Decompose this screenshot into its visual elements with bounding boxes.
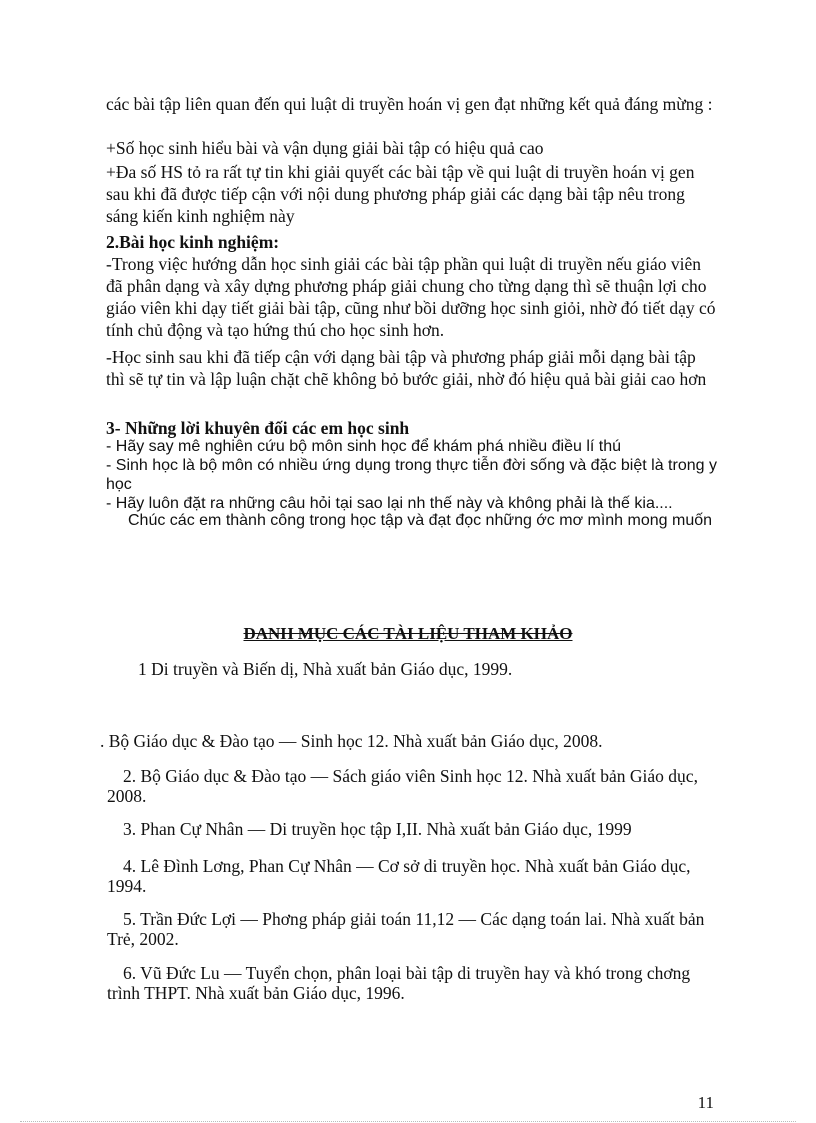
lessons-heading: 2.Bài học kinh nghiệm:	[106, 232, 280, 252]
advice-item-3: - Hãy luôn đặt ra những câu hỏi tại sao lại nh thế này và không phải là thế kia....	[106, 495, 673, 512]
reference-item: 5. Trần Đức Lợi — Phơng pháp giải toán 11,12 — Các dạng toán lai. Nhà xuất bản Trẻ, 2002.	[107, 909, 705, 949]
page-number: 11	[697, 1093, 714, 1112]
advice-closing: Chúc các em thành công trong học tập và đạt đọc những ớc mơ mình mong muốn	[128, 512, 713, 529]
advice-heading: 3- Những lời khuyên đối các em học sinh	[106, 418, 410, 438]
reference-item: . Bộ Giáo dục & Đào tạo — Sinh học 12. Nhà xuất bản Giáo dục, 2008.	[100, 731, 603, 751]
result-bullet-2: +Đa số HS tỏ ra rất tự tin khi giải quyết các bài tập về qui luật di truyền hoán vị gen sau khi đã được tiếp cận với nội dung phương pháp giải các dạng bài tập nêu trong sáng kiến kinh nghiệm này	[106, 162, 695, 226]
advice-item-2: - Sinh học là bộ môn có nhiều ứng dụng trong thực tiễn đời sống và đặc biệt là trong y học	[106, 457, 717, 493]
results-intro: các bài tập liên quan đến qui luật di truyền hoán vị gen đạt những kết quả đáng mừng :	[106, 94, 713, 114]
reference-item: 6. Vũ Đức Lu — Tuyển chọn, phân loại bài tập di truyền hay và khó trong chơng trình THPT. Nhà xuất bản Giáo dục, 1996.	[107, 963, 691, 1003]
references-title: DANH MỤC CÁC TÀI LIỆU THAM KHẢO	[243, 624, 573, 643]
reference-item: 3. Phan Cự Nhân — Di truyền học tập I,II. Nhà xuất bản Giáo dục, 1999	[123, 819, 632, 839]
advice-item-1: - Hãy say mê nghiên cứu bộ môn sinh học để khám phá nhiều điều lí thú	[106, 438, 622, 455]
lessons-paragraph-1: -Trong việc hướng dẫn học sinh giải các bài tập phần qui luật di truyền nếu giáo viên đã phân dạng và xây dựng phương pháp giải chung cho từng dạng thì sẽ thuận lợi cho giáo viên khi dạy tiết giải bài tập, cũng như bồi dưỡng học sinh giỏi, nhờ đó tiết dạy có tính chủ động và tạo hứng thú cho học sinh hơn.	[106, 254, 716, 340]
lessons-paragraph-2: -Học sinh sau khi đã tiếp cận với dạng bài tập và phương pháp giải mỗi dạng bài tập thì sẽ tự tin và lập luận chặt chẽ không bỏ bước giải, nhờ đó hiệu quả bài giải cao hơn	[106, 347, 707, 389]
reference-item: 4. Lê Đình Lơng, Phan Cự Nhân — Cơ sở di truyền học. Nhà xuất bản Giáo dục, 1994.	[107, 856, 691, 896]
reference-item: 1 Di truyền và Biến dị, Nhà xuất bản Giáo dục, 1999.	[138, 659, 513, 679]
result-bullet-1: +Số học sinh hiểu bài và vận dụng giải bài tập có hiệu quả cao	[106, 138, 544, 158]
page-bottom-border	[20, 1121, 796, 1122]
reference-item: 2. Bộ Giáo dục & Đào tạo — Sách giáo viên Sinh học 12. Nhà xuất bản Giáo dục, 2008.	[107, 766, 698, 806]
